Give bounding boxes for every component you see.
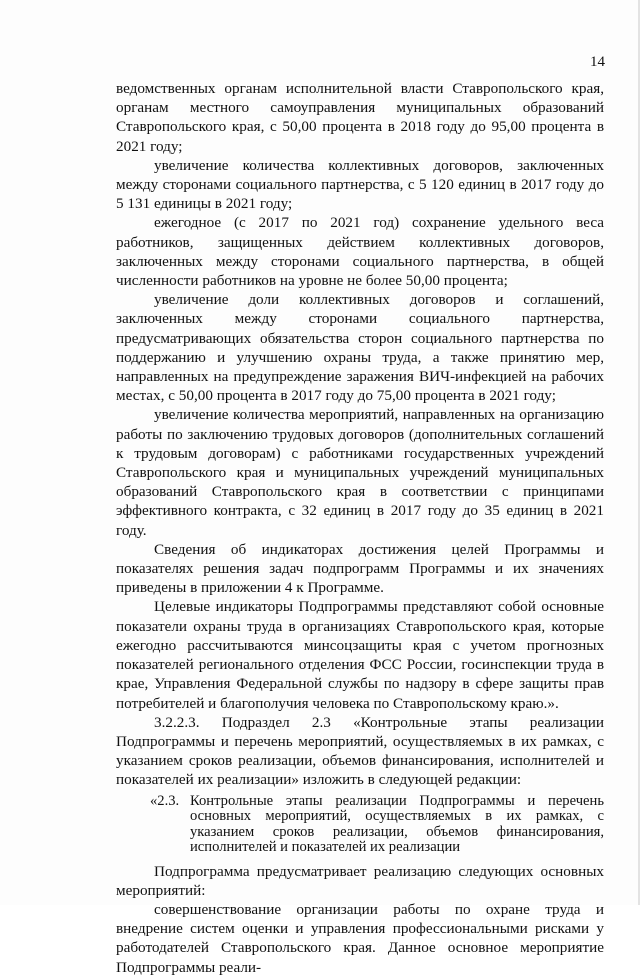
paragraph: 3.2.2.3. Подраздел 2.3 «Контрольные этапы реализации Подпрограммы и перечень мероприятий, осуществляемых в их рамках, с указанием сроков реализации, объемов финансирования, исполнителей и показателей их реализации» изложить в следующей редакции: — [116, 713, 604, 789]
paragraph: Сведения об индикаторах достижения целей Программы и показателях решения задач подпрограмм Программы и их значениях приведены в приложении 4 к Программе. — [116, 540, 604, 597]
paragraph: увеличение доли коллективных договоров и соглашений, заключенных между сторонами социального партнерства, предусматривающих обязательства сторон социального партнерства по поддержанию и улучшению охраны труда, а также принятию мер, направленных на предупреждение заражения ВИЧ-инфекцией на рабочих местах, с 50,00 процента в 2017 году до 75,00 процента в 2021 году; — [116, 291, 604, 405]
paragraph: увеличение количества коллективных договоров, заключенных между сторонами социального партнерства, с 5 120 единиц в 2017 году до 5 131 единицы в 2021 году; — [116, 156, 604, 213]
page-number: 14 — [590, 54, 605, 70]
paragraph: увеличение количества мероприятий, направленных на организацию работы по заключению трудовых договоров (дополнительных соглашений к трудовым договорам) с работниками государственных учреждений Ставропольского края и муниципальных учреждений муниципальных образований Ставропольского края в соответствии с принципами эффективного контракта, с 32 единиц в 2017 году до 35 единиц в 2021 году. — [116, 406, 604, 539]
paragraph: ежегодное (с 2017 по 2021 год) сохранение удельного веса работников, защищенных действием коллективных договоров, заключенных между сторонами социального партнерства, в общей численности работников на уровне не более 50,00 процента; — [116, 214, 604, 290]
section-heading-number: «2.3. — [150, 792, 180, 809]
paragraph: Подпрограмма предусматривает реализацию следующих основных мероприятий: — [116, 862, 604, 899]
section-heading — [150, 794, 604, 856]
paragraph: ведомственных органам исполнительной власти Ставропольского края, органам местного самоуправления муниципальных образований Ставропольского края, с 50,00 процента в 2018 году до 95,00 процента в 2021 году; — [116, 80, 604, 155]
paragraph: Целевые индикаторы Подпрограммы представляют собой основные показатели охраны труда в организациях Ставропольского края, которые ежегодно рассчитываются минсоцзащиты края с учетом прогнозных показателей регионального отделения ФСС России, госинспекции труда в крае, Управления Федеральной службы по надзору в сфере защиты прав потребителей и благополучия человека по Ставропольскому краю.». — [116, 598, 604, 712]
section-heading-text: Контрольные этапы реализации Подпрограммы и перечень основных мероприятий, осуществляемых в их рамках, с указанием сроков реализации, объемов финансирования, исполнителей и показателей их реализации — [190, 792, 604, 856]
paragraph: совершенствование организации работы по охране труда и внедрение систем оценки и управления профессиональными рисками у работодателей Ставропольского края. Данное основное мероприятие Подпрограммы реали- — [116, 900, 604, 976]
document-body — [116, 79, 604, 977]
